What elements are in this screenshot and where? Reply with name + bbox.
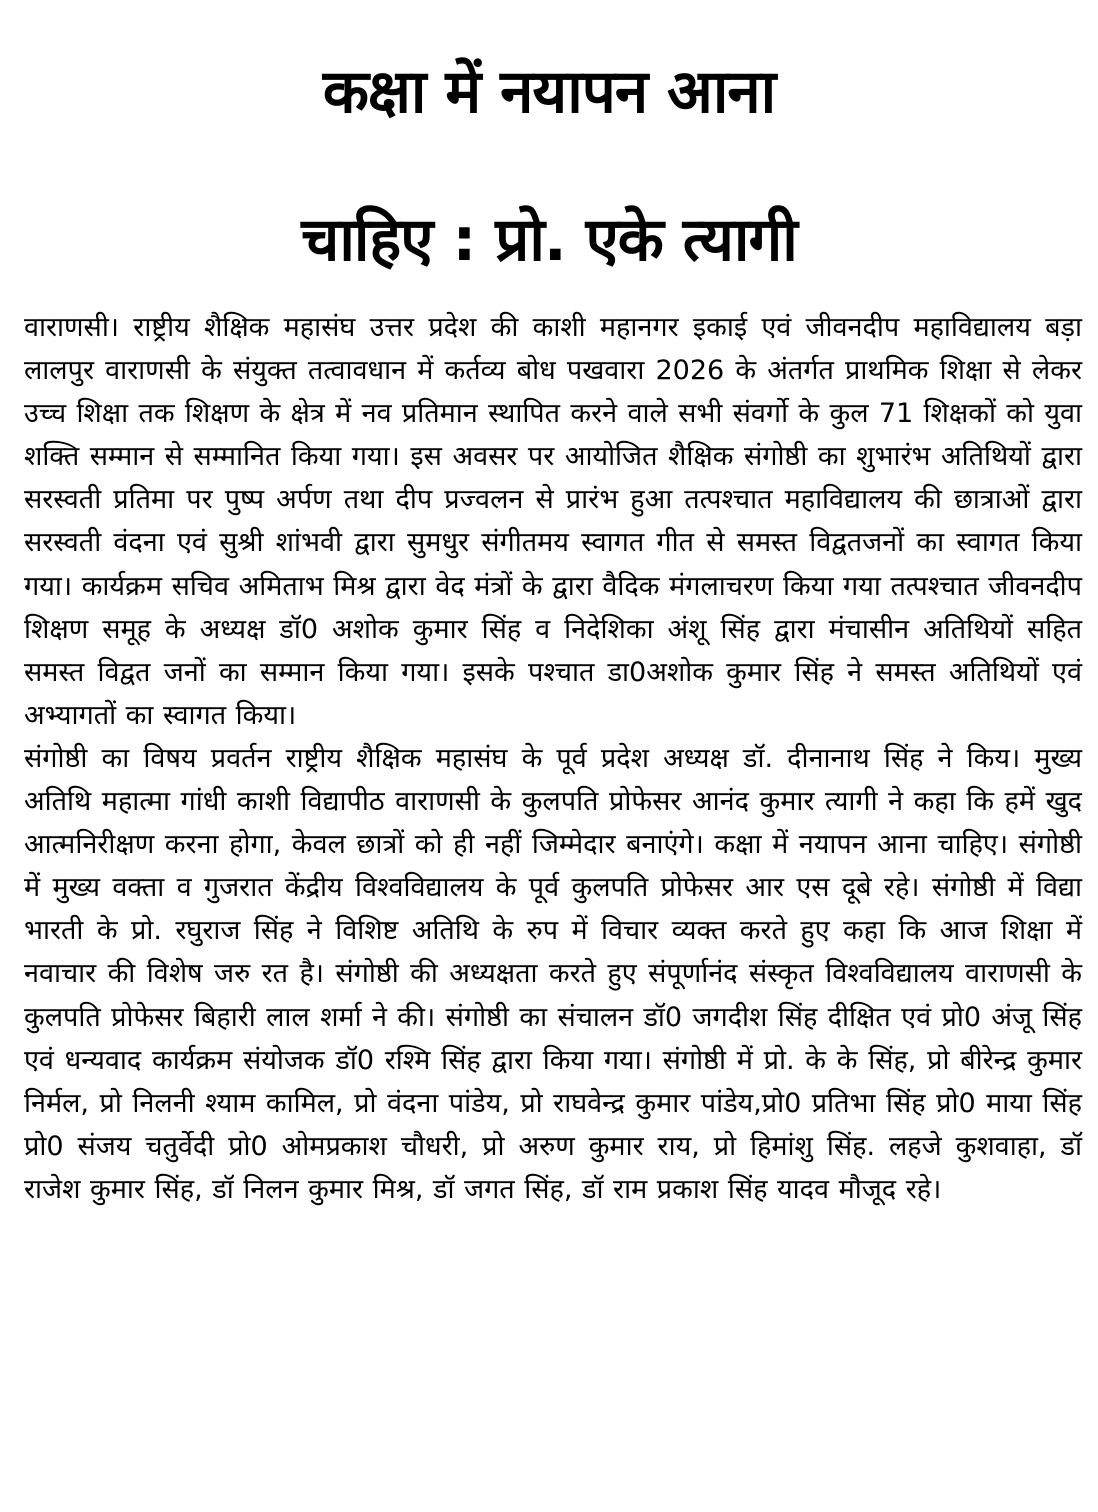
article-body (24, 306, 1082, 1211)
headline (0, 18, 1098, 314)
headline-line-2: चाहिए : प्रो. एके त्यागी (301, 205, 797, 275)
headline-line-1: कक्षा में नयापन आना (322, 57, 776, 127)
article-paragraph-2: संगोष्ठी का विषय प्रवर्तन राष्ट्रीय शैक्षिक महासंघ के पूर्व प्रदेश अध्यक्ष डॉ. दीनानाथ सिंह ने किय। मुख्य अतिथि महात्मा गांधी काशी विद्यापीठ वाराणसी के कुलपति प्रोफेसर आनंद कुमार त्यागी ने कहा कि हमें खुद आत्मनिरीक्षण करना होगा, केवल छात्रों को ही नहीं जिम्मेदार बनाएंगे। कक्षा में नयापन आना चाहिए। संगोष्ठी में मुख्य वक्ता व गुजरात केंद्रीय विश्वविद्यालय के पूर्व कुलपति प्रोफेसर आर एस दूबे रहे। संगोष्ठी में विद्या भारती के प्रो. रघुराज सिंह ने विशिष्ट अतिथि के रुप में विचार व्यक्त करते हुए कहा कि आज शिक्षा में नवाचार की विशेष जरु रत है। संगोष्ठी की अध्यक्षता करते हुए संपूर्णानंद संस्कृत विश्वविद्यालय वाराणसी के कुलपति प्रोफेसर बिहारी लाल शर्मा ने की। संगोष्ठी का संचालन डॉ0 जगदीश सिंह दीक्षित एवं प्रो0 अंजू सिंह एवं धन्यवाद कार्यक्रम संयोजक डॉ0 रश्मि सिंह द्वारा किया गया। संगोष्ठी में प्रो. के के सिंह, प्रो बीरेन्द्र कुमार निर्मल, प्रो निलनी श्याम कामिल, प्रो वंदना पांडेय, प्रो राघवेन्द्र कुमार पांडेय,प्रो0 प्रतिभा सिंह प्रो0 माया सिंह प्रो0 संजय चतुर्वेदी प्रो0 ओमप्रकाश चौधरी, प्रो अरुण कुमार राय, प्रो हिमांशु सिंह. लहजे कुशवाहा, डॉ राजेश कुमार सिंह, डॉ निलन कुमार मिश्र, डॉ जगत सिंह, डॉ राम प्रकाश सिंह यादव मौजूद रहे। (24, 742, 1082, 1205)
article-paragraph-1: वाराणसी। राष्ट्रीय शैक्षिक महासंघ उत्तर प्रदेश की काशी महानगर इकाई एवं जीवनदीप महाविद्यालय बड़ा लालपुर वाराणसी के संयुक्त तत्वावधान में कर्तव्य बोध पखवारा 2026 के अंतर्गत प्राथमिक शिक्षा से लेकर उच्च शिक्षा तक शिक्षण के क्षेत्र में नव प्रतिमान स्थापित करने वाले सभी संवर्गो के कुल 71 शिक्षकों को युवा शक्ति सम्मान से सम्मानित किया गया। इस अवसर पर आयोजित शैक्षिक संगोष्ठी का शुभारंभ अतिथियों द्वारा सरस्वती प्रतिमा पर पुष्प अर्पण तथा दीप प्रज्वलन से प्रारंभ हुआ तत्पश्चात महाविद्यालय की छात्राओं द्वारा सरस्वती वंदना एवं सुश्री शांभवी द्वारा सुमधुर संगीतमय स्वागत गीत से समस्त विद्वतजनों का स्वागत किया गया। कार्यक्रम सचिव अमिताभ मिश्र द्वारा वेद मंत्रों के द्वारा वैदिक मंगलाचरण किया गया तत्पश्चात जीवनदीप शिक्षण समूह के अध्यक्ष डॉ0 अशोक कुमार सिंह व निदेशिका अंशू सिंह द्वारा मंचासीन अतिथियों सहित समस्त विद्वत जनों का सम्मान किया गया। इसके पश्चात डा0अशोक कुमार सिंह ने समस्त अतिथियों एवं अभ्यागतों का स्वागत किया। (24, 312, 1082, 731)
